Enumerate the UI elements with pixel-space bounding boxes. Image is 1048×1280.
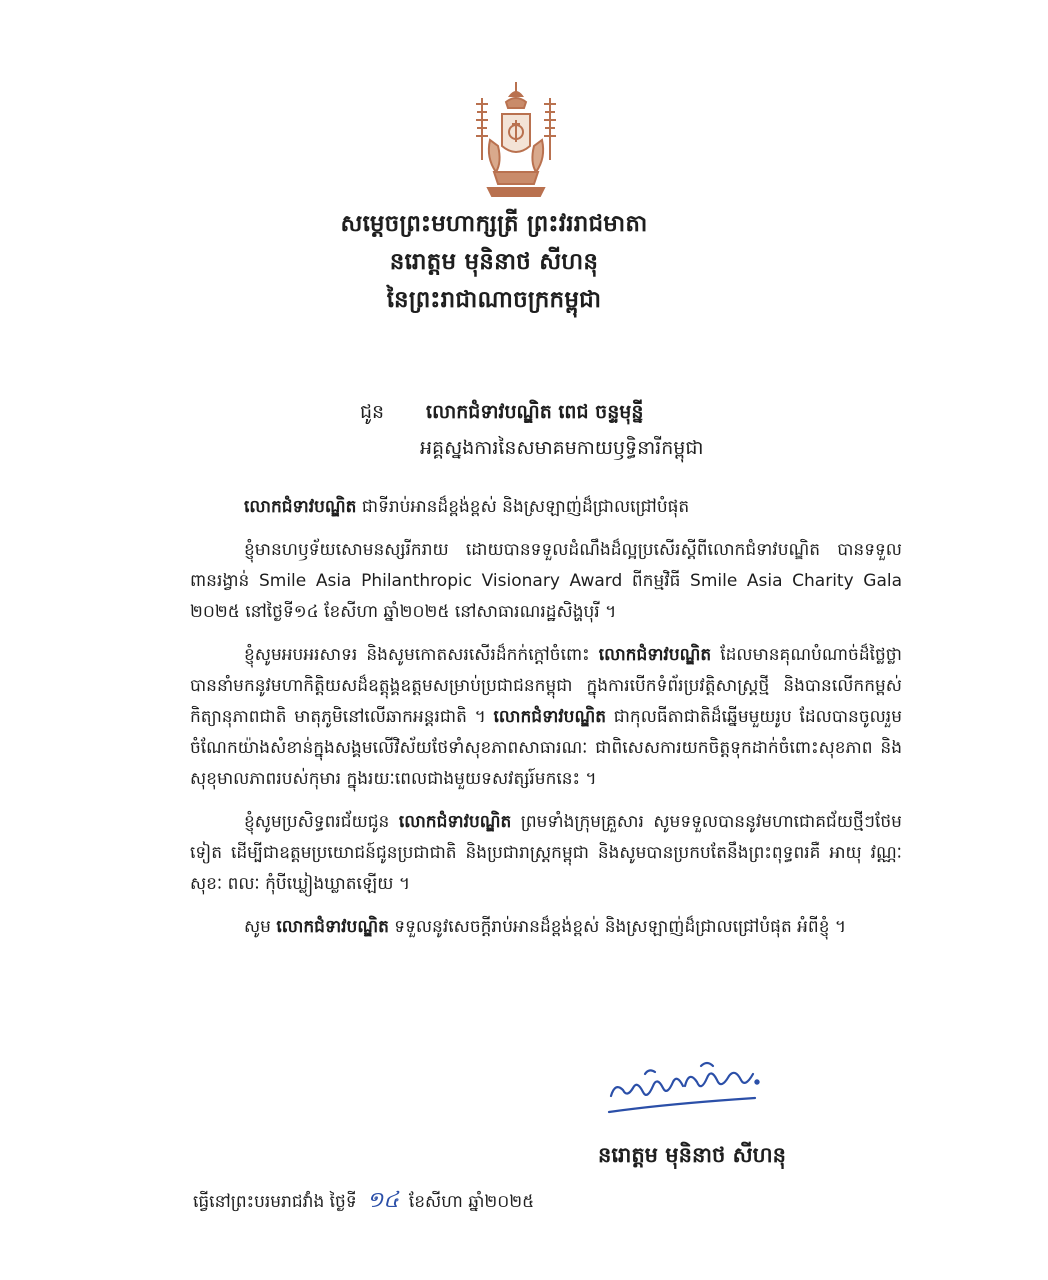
dateline [193,1186,534,1218]
paragraph-2-part-a: ខ្ញុំសូមអបអរសាទរ និងសូមកោតសរសើរដ៏កក់ក្ដៅចំពោះ [244,645,599,665]
paragraph-3 [190,807,902,900]
paragraph-2-honorific-1: លោកជំទាវបណ្ឌិត [598,645,712,665]
closing-honorific: លោកជំទាវបណ្ឌិត [276,917,389,937]
header-line-3: នៃព្រះរាជាណាចក្រកម្ពុជា [386,287,602,313]
dateline-day: ១៤ [366,1188,399,1213]
recipient-block [360,394,703,466]
signer-name: នរោត្តម មុនិនាថ សីហនុ [598,1143,786,1167]
dateline-suffix: ខែសីហា ឆ្នាំ២០២៥ [408,1192,535,1212]
paragraph-2 [190,640,902,795]
paragraph-3-honorific: លោកជំទាវបណ្ឌិត [398,812,512,832]
salutation [190,492,902,523]
recipient-name: លោកជំទាវបណ្ឌិត ពេជ ចន្ទមុន្នី [426,401,644,423]
header-line-1: សម្ដេចព្រះមហាក្សត្រី ព្រះវររាជមាតា [340,211,648,237]
sender-header [0,205,1048,319]
closing-part-c: ទទួលនូវសេចក្ដីរាប់អានដ៏ខ្ពង់ខ្ពស់ និងស្រឡាញ់ដ៏ជ្រាលជ្រៅបំផុត អំពីខ្ញុំ ។ [388,917,847,937]
paragraph-2-part-d: ជាកុលធីតាជាតិដ៏ឆ្នើមមួយរូប ដែលបានចូលរួមចំណែកយ៉ាងសំខាន់ក្នុងសង្គមលើវិស័យថែទាំសុខភាពសាធារណៈ ជាពិសេសការយកចិត្តទុកដាក់ចំពោះសុខភាព និងសុខុមាលភាពរបស់កុមារ ក្នុងរយៈពេលជាងមួយទសវត្សរ៍មកនេះ ។ [190,707,902,789]
paragraph-3-part-c: ព្រមទាំងក្រុមគ្រួសារ សូមទទួលបាននូវមហាជោគជ័យថ្មីៗថែមទៀត ដើម្បីជាឧត្តមប្រយោជន៍ជូនប្រជាជាតិ និងប្រជារាស្ត្រកម្ពុជា និងសូមបានប្រកបតែនឹងព្រះពុទ្ធពរគឺ អាយុ វណ្ណៈ សុខៈ ពលៈ កុំបីឃ្លៀងឃ្លាតឡើយ ។ [190,812,902,894]
letter-body [190,492,902,955]
paragraph-2-honorific-2: លោកជំទាវបណ្ឌិត [493,707,607,727]
recipient-title: អគ្គស្នងការនៃសមាគមកាយឫទ្ធិនារីកម្ពុជា [420,437,704,459]
header-line-2: នរោត្តម មុនិនាថ សីហនុ [389,249,599,275]
salutation-text: ជាទីរាប់អានដ៏ខ្ពង់ខ្ពស់ និងស្រឡាញ់ដ៏ជ្រាលជ្រៅបំផុត [356,497,690,517]
closing-part-a: សូម [244,917,277,937]
recipient-to-label: ជូន [360,401,385,423]
dateline-prefix: ធ្វើនៅព្រះបរមរាជវាំង ថ្ងៃទី [193,1192,357,1212]
paragraph-1: ខ្ញុំមានហឫទ័យសោមនស្សរីករាយ ដោយបានទទួលដំណឹងដ៏ល្អប្រសើរស្ដីពីលោកជំទាវបណ្ឌិត បានទទួលពានរង្វាន់ Smile Asia Philanthropic Visionary Award ពីកម្មវិធី Smile Asia Charity Gala ២០២៥ នៅថ្ងៃទី១៤ ខែសីហា ឆ្នាំ២០២៥ នៅសាធារណរដ្ឋសិង្ហបុរី ។ [190,540,902,622]
handwritten-signature [605,1052,765,1116]
paragraph-2-part-c: ដែលមានគុណបំណាច់ដ៏ថ្លៃថ្លា បាននាំមកនូវមហាកិត្តិយសដ៏ឧត្តុង្គឧត្តមសម្រាប់ប្រជាជនកម្ពុជា ក្នុងការបើកទំព័រប្រវត្តិសាស្ត្រថ្មី និងបានលើកកម្ពស់កិត្យានុភាពជាតិ មាតុភូមិនៅលើឆាកអន្តរជាតិ ។ [190,645,902,727]
royal-emblem-icon [468,80,564,205]
salutation-honorific: លោកជំទាវបណ្ឌិត [244,497,357,517]
closing-paragraph [190,912,902,943]
paragraph-3-part-a: ខ្ញុំសូមប្រសិទ្ធពរជ័យជូន [244,812,399,832]
